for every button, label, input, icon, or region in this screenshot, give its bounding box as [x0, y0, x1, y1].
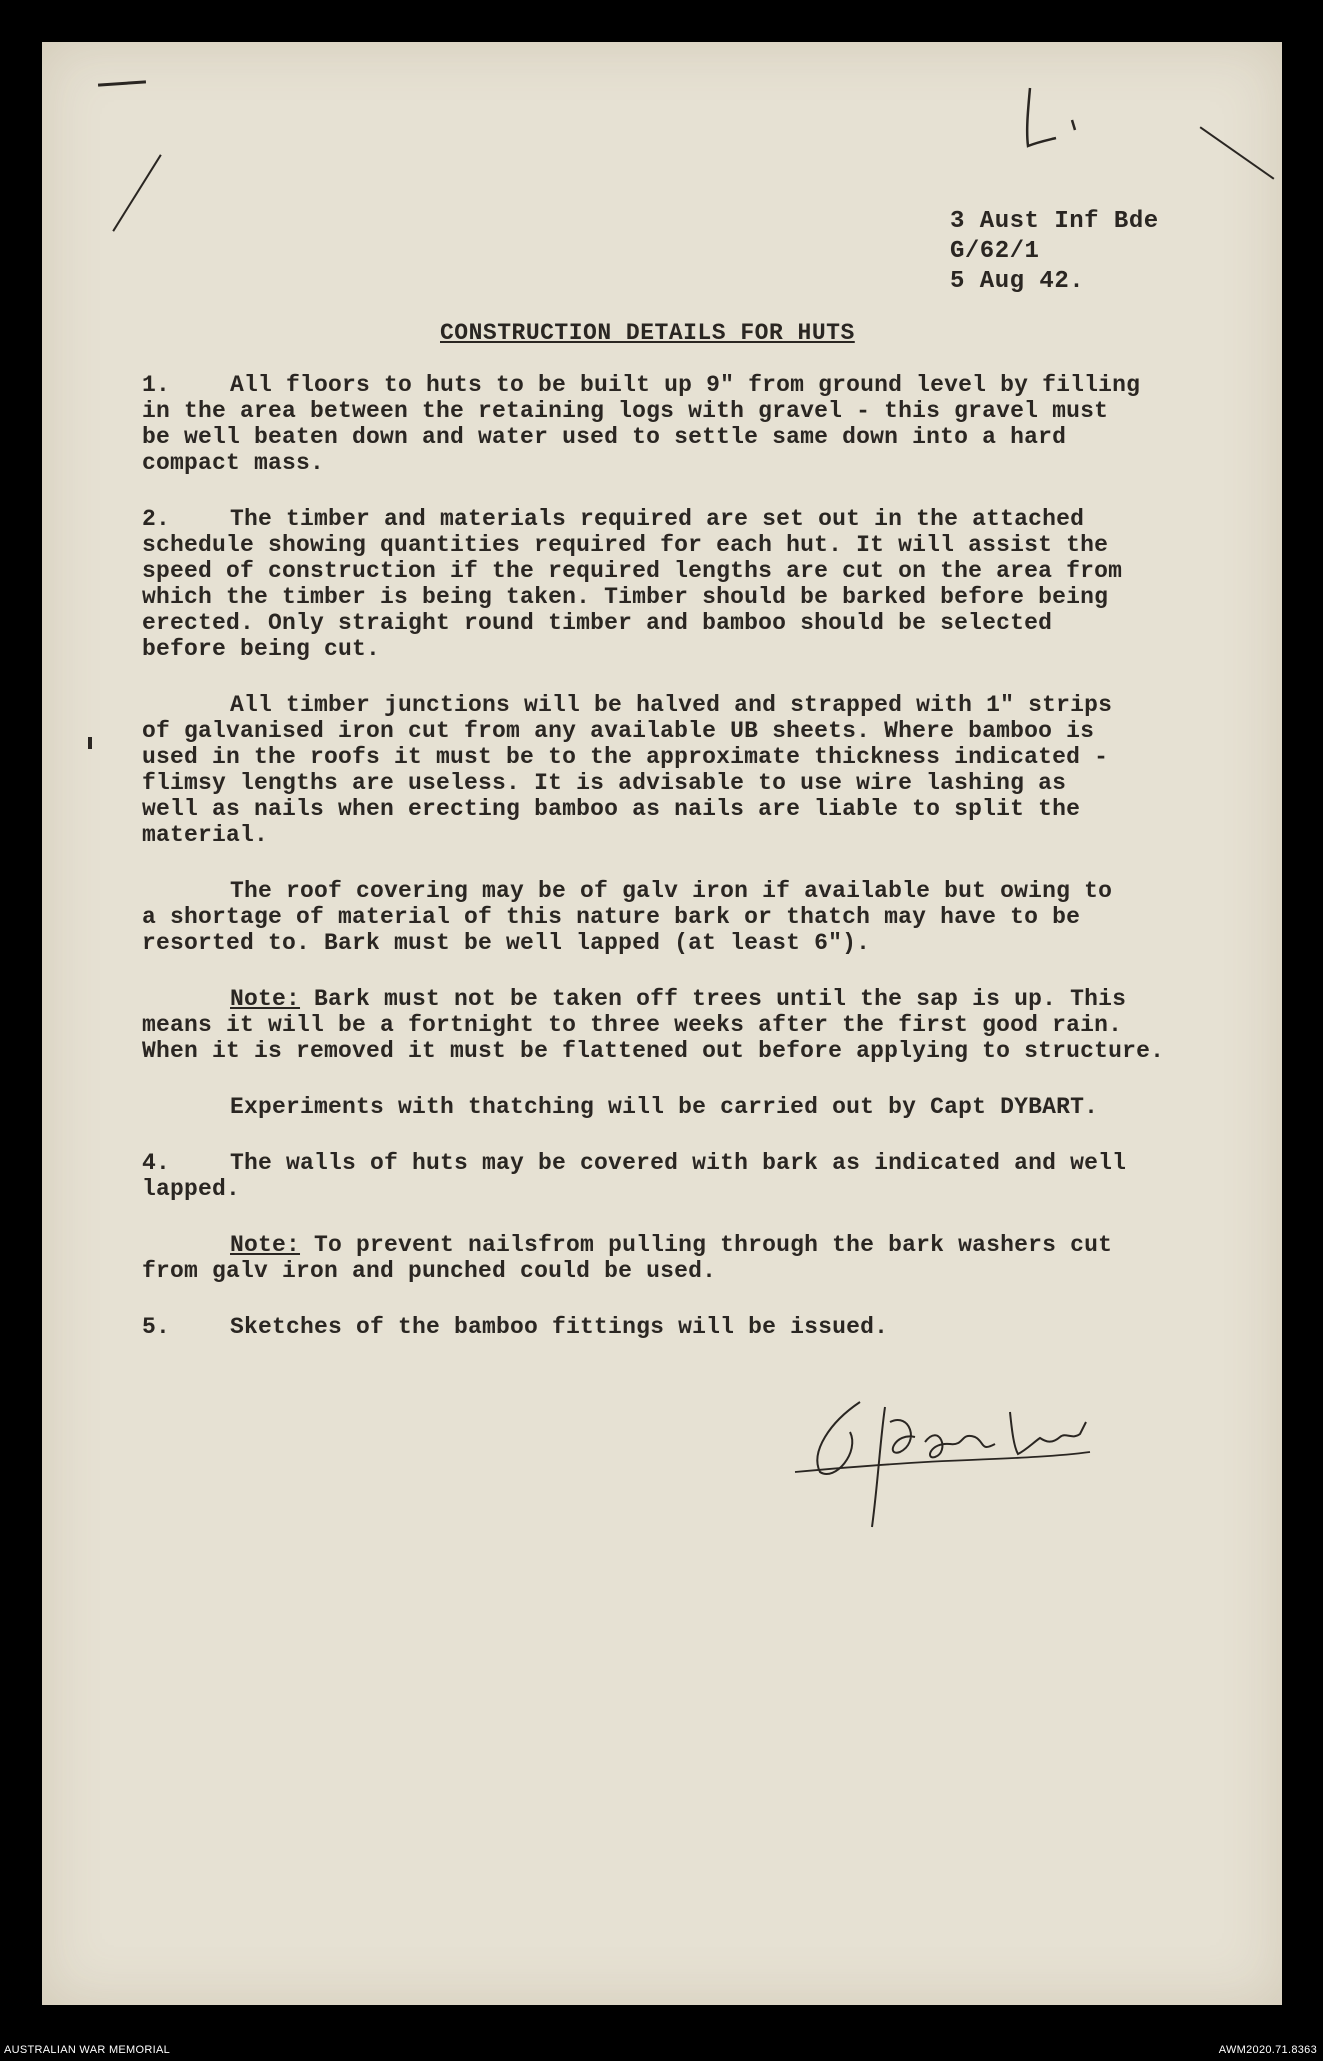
text-line: speed of construction if the required lengths are cut on the area from	[142, 558, 1123, 584]
paragraph-timber-junctions	[142, 692, 1262, 848]
text-line: All floors to huts to be built up 9" from ground level by filling	[230, 372, 1141, 398]
paragraph-4	[142, 1150, 1262, 1202]
note-label: Note:	[230, 986, 301, 1012]
handwritten-mark	[1012, 80, 1092, 160]
text-line: lapped.	[142, 1176, 241, 1202]
text-line: material.	[142, 822, 269, 848]
note-bark	[142, 986, 1262, 1064]
text-line: which the timber is being taken. Timber should be barked before being	[142, 584, 1109, 610]
text-line: before being cut.	[142, 636, 381, 662]
stray-mark-top-left	[98, 80, 146, 86]
stray-mark-top-right	[1200, 126, 1275, 179]
text-line: schedule showing quantities required for each hut. It will assist the	[142, 532, 1109, 558]
text-line: means it will be a fortnight to three weeks after the first good rain.	[142, 1012, 1123, 1038]
document-reference-block	[950, 207, 1159, 297]
text-line: used in the roofs it must be to the approximate thickness indicated -	[142, 744, 1109, 770]
document-date: 5 Aug 42.	[950, 268, 1085, 295]
text-line: All timber junctions will be halved and strapped with 1" strips	[230, 692, 1113, 718]
document-page	[42, 42, 1282, 2005]
paragraph-5	[142, 1314, 1262, 1340]
archive-credit: AUSTRALIAN WAR MEMORIAL	[4, 2044, 171, 2056]
paragraph-2	[142, 506, 1262, 662]
unit-name: 3 Aust Inf Bde	[950, 208, 1159, 235]
stray-mark-diagonal	[112, 154, 161, 231]
paragraph-number: 5.	[142, 1314, 171, 1340]
paragraph-number: 2.	[142, 506, 171, 532]
archive-accession-number: AWM2020.71.8363	[1218, 2044, 1317, 2056]
text-line: in the area between the retaining logs with gravel - this gravel must	[142, 398, 1109, 424]
note-nails	[142, 1232, 1262, 1284]
text-line: resorted to. Bark must be well lapped (at least 6").	[142, 930, 871, 956]
reference-number: G/62/1	[950, 238, 1040, 265]
text-line: of galvanised iron cut from any available UB sheets. Where bamboo is	[142, 718, 1095, 744]
text-line: a shortage of material of this nature bark or thatch may have to be	[142, 904, 1081, 930]
text-line: be well beaten down and water used to settle same down into a hard	[142, 424, 1067, 450]
text-line: When it is removed it must be flattened out before applying to structure.	[142, 1038, 1165, 1064]
document-body	[142, 372, 1262, 1370]
text-line: Sketches of the bamboo fittings will be issued.	[230, 1314, 889, 1340]
text-line: flimsy lengths are useless. It is advisable to use wire lashing as	[142, 770, 1067, 796]
text-line: The timber and materials required are set out in the attached	[230, 506, 1085, 532]
document-title: CONSTRUCTION DETAILS FOR HUTS	[440, 320, 855, 346]
text-line: from galv iron and punched could be used.	[142, 1258, 717, 1284]
paragraph-1	[142, 372, 1262, 476]
paragraph-number: 1.	[142, 372, 171, 398]
text-line: The walls of huts may be covered with bark as indicated and well	[230, 1150, 1127, 1176]
text-line: well as nails when erecting bamboo as nails are liable to split the	[142, 796, 1081, 822]
text-line: erected. Only straight round timber and bamboo should be selected	[142, 610, 1053, 636]
text-line: Bark must not be taken off trees until the sap is up. This	[300, 986, 1127, 1012]
margin-mark	[88, 737, 92, 749]
note-label: Note:	[230, 1232, 301, 1258]
handwritten-signature	[790, 1382, 1130, 1532]
paragraph-roof-covering	[142, 878, 1262, 956]
text-line: The roof covering may be of galv iron if available but owing to	[230, 878, 1113, 904]
paragraph-thatching	[142, 1094, 1262, 1120]
paragraph-number: 4.	[142, 1150, 171, 1176]
text-line: To prevent nailsfrom pulling through the bark washers cut	[300, 1232, 1113, 1258]
text-line: Experiments with thatching will be carried out by Capt DYBART.	[230, 1094, 1099, 1120]
text-line: compact mass.	[142, 450, 325, 476]
